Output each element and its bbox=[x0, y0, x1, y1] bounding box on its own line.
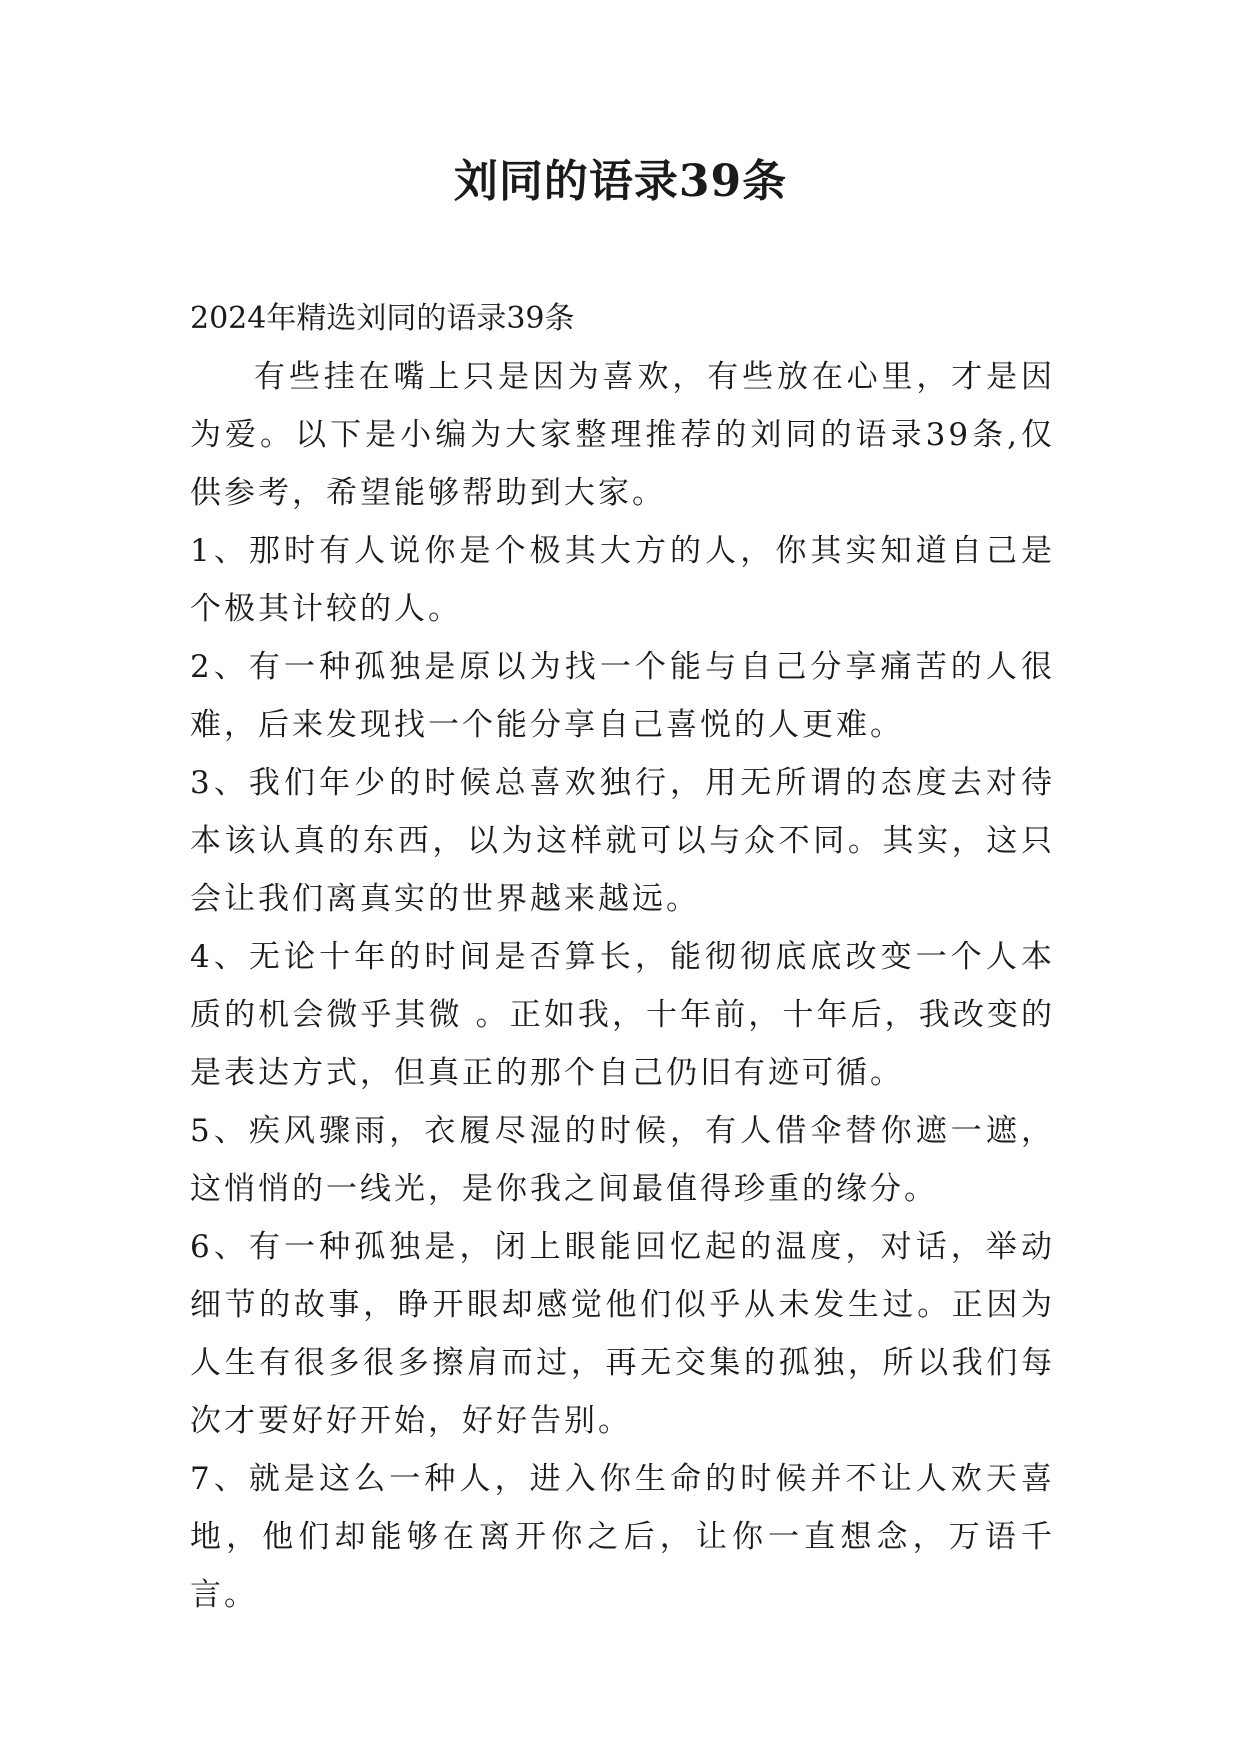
quote-paragraph: 5、疾风骤雨，衣履尽湿的时候，有人借伞替你遮一遮，这悄悄的一线光，是你我之间最值得珍重的缘分。 bbox=[190, 1113, 1055, 1207]
intro-paragraph: 有些挂在嘴上只是因为喜欢，有些放在心里，才是因为爱。以下是小编为大家整理推荐的刘同的语录39条,仅供参考，希望能够帮助到大家。 bbox=[190, 359, 1055, 511]
quote-paragraph: 7、就是这么一种人，进入你生命的时候并不让人欢天喜地，他们却能够在离开你之后，让你一直想念，万语千言。 bbox=[190, 1461, 1055, 1613]
document-title: 刘同的语录39条 bbox=[453, 156, 788, 207]
quote-paragraph: 2、有一种孤独是原以为找一个能与自己分享痛苦的人很难，后来发现找一个能分享自己喜悦的人更难。 bbox=[190, 649, 1055, 743]
quote-paragraph: 1、那时有人说你是个极其大方的人，你其实知道自己是个极其计较的人。 bbox=[190, 533, 1055, 627]
document-subtitle: 2024年精选刘同的语录39条 bbox=[190, 301, 575, 336]
document-body bbox=[190, 290, 1055, 1624]
quote-paragraph: 6、有一种孤独是，闭上眼能回忆起的温度，对话，举动细节的故事，睁开眼却感觉他们似乎从未发生过。正因为人生有很多很多擦肩而过，再无交集的孤独，所以我们每次才要好好开始，好好告别。 bbox=[190, 1229, 1055, 1439]
quote-paragraph: 4、无论十年的时间是否算长，能彻彻底底改变一个人本质的机会微乎其微 。正如我，十年前，十年后，我改变的是表达方式，但真正的那个自己仍旧有迹可循。 bbox=[190, 939, 1055, 1091]
quote-paragraph: 3、我们年少的时候总喜欢独行，用无所谓的态度去对待本该认真的东西，以为这样就可以与众不同。其实，这只会让我们离真实的世界越来越远。 bbox=[190, 765, 1055, 917]
